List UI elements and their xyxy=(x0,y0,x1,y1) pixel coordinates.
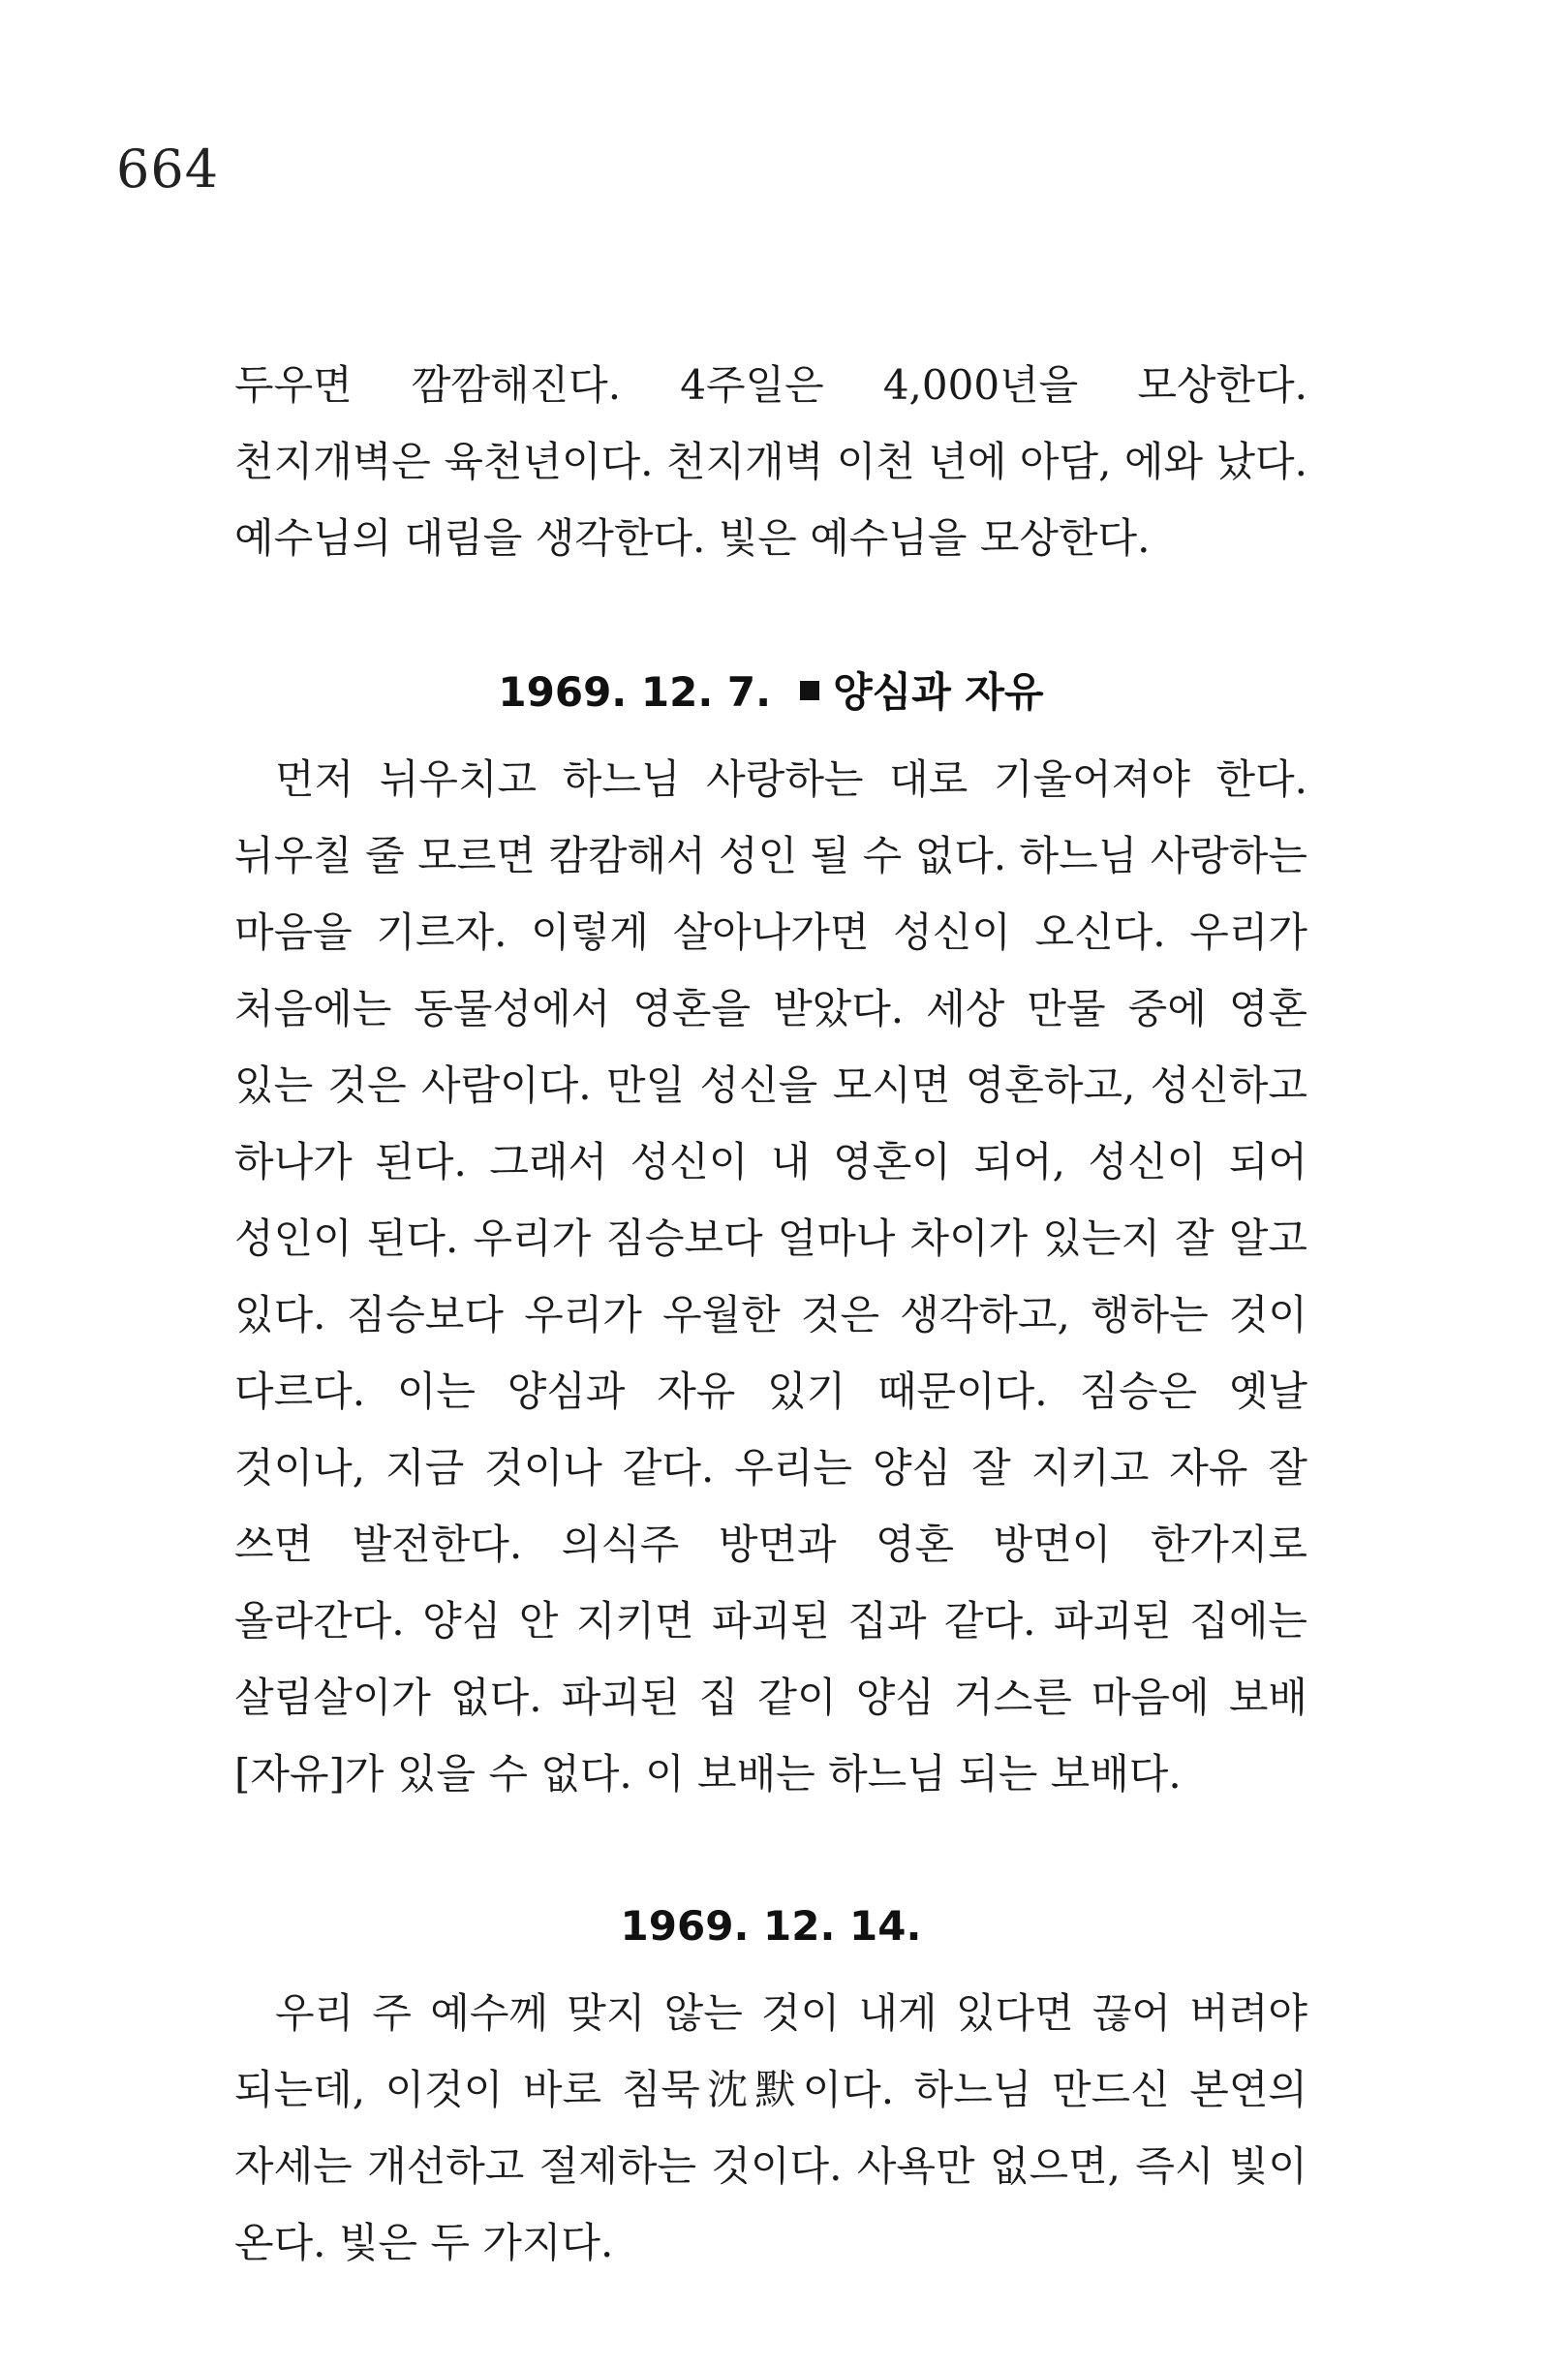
spacer xyxy=(234,722,1307,741)
entry-date: 1969. 12. 7. xyxy=(498,668,772,716)
page-number: 664 xyxy=(116,138,220,200)
entry-date: 1969. 12. 14. xyxy=(620,1902,922,1950)
intro-paragraph: 두우면 깜깜해진다. 4주일은 4,000년을 모상한다. 천지개벽은 육천년이다. 천지개벽 이천 년에 아담, 에와 났다. 예수님의 대림을 생각한다. 빛은 예수님을 모상한다. xyxy=(234,361,1307,562)
entry-heading-2 xyxy=(234,1897,1307,1955)
spacer xyxy=(234,1812,1307,1897)
entry-title: 양심과 자유 xyxy=(833,668,1044,716)
entry-body-1: 먼저 뉘우치고 하느님 사랑하는 대로 기울어져야 한다. 뉘우칠 줄 모르면 캄캄해서 성인 될 수 없다. 하느님 사랑하는 마음을 기르자. 이렇게 살아나가면 성신이 오신다. 우리가 처음에는 동물성에서 영혼을 받았다. 세상 만물 중에 영혼 있는 것은 사람이다. 만일 성신을 모시면 영혼하고, 성신하고 하나가 된다. 그래서 성신이 내 영혼이 되어, 성신이 되어 성인이 된다. 우리가 짐승보다 얼마나 차이가 있는지 잘 알고 있다. 짐승보다 우리가 우월한 것은 생각하고, 행하는 것이 다르다. 이는 양심과 자유 있기 때문이다. 짐승은 옛날 것이나, 지금 것이나 같다. 우리는 양심 잘 지키고 자유 잘 쓰면 발전한다. 의식주 방면과 영혼 방면이 한가지로 올라간다. 양심 안 지키면 파괴된 집과 같다. 파괴된 집에는 살림살이가 없다. 파괴된 집 같이 양심 거스른 마음에 보배[자유]가 있을 수 없다. 이 보배는 하느님 되는 보배다. xyxy=(234,755,1307,1798)
entry-heading-1 xyxy=(234,663,1307,722)
square-bullet-icon xyxy=(800,681,819,700)
page-body xyxy=(234,347,1307,2281)
entry-body-2: 우리 주 예수께 맞지 않는 것이 내게 있다면 끊어 버려야 되는데, 이것이 바로 침묵沈默이다. 하느님 만드신 본연의 자세는 개선하고 절제하는 것이다. 사욕만 없으면, 즉시 빛이 온다. 빛은 두 가지다. xyxy=(234,1989,1307,2266)
spacer xyxy=(234,576,1307,663)
spacer xyxy=(234,1955,1307,1975)
